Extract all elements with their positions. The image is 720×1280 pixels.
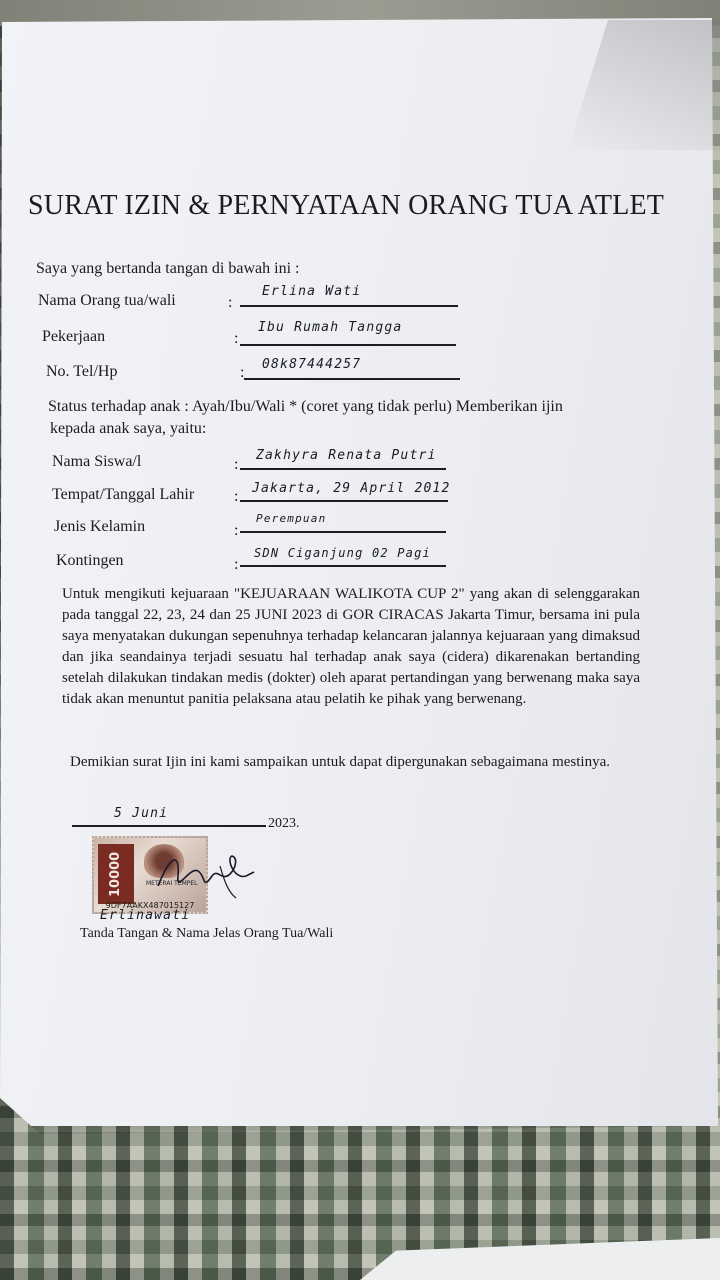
signature-caption: Tanda Tangan & Nama Jelas Orang Tua/Wali [80, 926, 334, 941]
field-label-parent-name: Nama Orang tua/wali [38, 292, 176, 309]
stamp-label: METERAI TEMPEL [146, 880, 198, 887]
field-colon: : [234, 556, 239, 573]
field-colon: : [228, 294, 233, 311]
date-underline [72, 825, 266, 827]
field-label-occupation: Pekerjaan [42, 328, 106, 345]
field-label-student-name: Nama Siswa/l [52, 453, 142, 470]
field-value-birth: Jakarta, 29 April 2012 [252, 481, 451, 496]
closing-text: Demikian surat Ijin ini kami sampaikan untuk dapat dipergunakan sebagaimana mestinya. [70, 754, 610, 770]
field-underline [240, 565, 446, 567]
field-colon: : [234, 330, 239, 347]
date-handwritten: 5 Juni [114, 806, 169, 821]
document-title: SURAT IZIN & PERNYATAAN ORANG TUA ATLET [28, 190, 665, 221]
stamp-value: 10000 [98, 844, 134, 904]
date-year: 2023. [268, 816, 300, 831]
field-colon: : [234, 456, 239, 473]
field-label-contingent: Kontingen [56, 552, 124, 569]
status-text-line-2: kepada anak saya, yaitu: [50, 420, 207, 437]
signature-image [150, 846, 260, 906]
field-underline [240, 531, 446, 533]
field-colon: : [234, 522, 239, 539]
field-underline [240, 344, 456, 346]
field-label-birth: Tempat/Tanggal Lahir [52, 486, 195, 503]
field-value-parent-name: Erlina Wati [262, 284, 362, 299]
status-text-line-1: Status terhadap anak : Ayah/Ibu/Wali * (coret yang tidak perlu) Memberikan ijin [48, 398, 563, 415]
field-value-gender: Perempuan [256, 512, 327, 525]
field-underline [240, 468, 446, 470]
field-colon: : [234, 488, 239, 505]
consent-paragraph: Untuk mengikuti kejuaraan "KEJUARAAN WALIKOTA CUP 2" yang akan di selenggarakan pada tanggal 22, 23, 24 dan 25 JUNI 2023 di GOR CIRACAS Jakarta Timur, bersama ini pula saya menyatakan dukungan sepenuhnya terhadap kelancaran jalannya kejuaraan yang dimaksud dan jika seandainya terjadi sesuatu hal terhadap anak saya (cidera) dikarenakan bertanding setelah dilakukan tindakan medis (dokter) oleh aparat pertandingan yang berwenang maka saya tidak akan menuntut panitia pelaksana atau pelatih ke pihak yang berwenang. [62, 586, 640, 707]
field-label-phone: No. Tel/Hp [46, 363, 118, 380]
field-value-occupation: Ibu Rumah Tangga [258, 320, 403, 335]
signer-name-handwritten: Erlinawati [100, 908, 191, 923]
stamp-code: 9DF7AAKX487015127 [105, 901, 195, 910]
field-underline [240, 500, 448, 502]
letter-paper [0, 18, 718, 1126]
field-underline [240, 305, 458, 307]
field-value-contingent: SDN Ciganjung 02 Pagi [254, 546, 431, 560]
field-label-gender: Jenis Kelamin [54, 518, 146, 535]
field-colon: : [240, 364, 245, 381]
field-value-phone: 08k87444257 [262, 357, 362, 372]
field-value-student-name: Zakhyra Renata Putri [256, 448, 437, 463]
intro-text: Saya yang bertanda tangan di bawah ini : [36, 260, 300, 277]
field-underline [244, 378, 460, 380]
